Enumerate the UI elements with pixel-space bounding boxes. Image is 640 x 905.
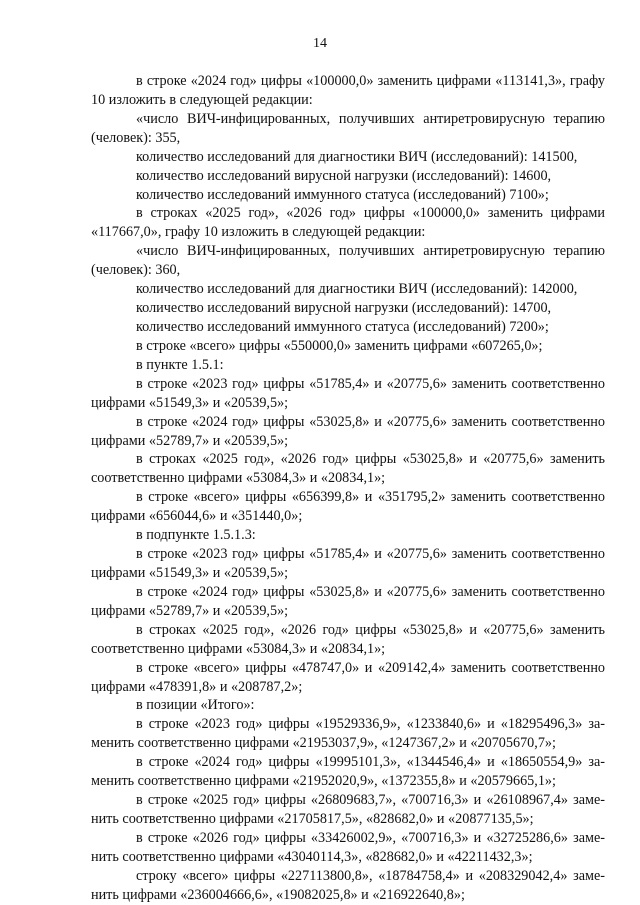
text-line: в строке «2023 год» цифры «51785,4» и «20775,6» заменить соответственно [136, 546, 605, 563]
text-line: нить соответственно цифрами «43040114,3», «828682,0» и «42211432,3»; [91, 848, 533, 865]
text-line: в строке «2026 год» цифры «33426002,9», «700716,3» и «32725286,6» заме- [136, 829, 605, 846]
text-line: в строке «2025 год» цифры «26809683,7», «700716,3» и «26108967,4» заме- [136, 792, 605, 809]
text-line: в подпункте 1.5.1.3: [136, 527, 256, 544]
page-number: 14 [313, 36, 327, 51]
text-line: в строке «всего» цифры «550000,0» заменить цифрами «607265,0»; [136, 337, 543, 354]
text-line: нить соответственно цифрами «21705817,5», «828682,0» и «20877135,5»; [91, 810, 534, 827]
text-line: количество исследований для диагностики ВИЧ (исследований): 141500, [136, 148, 578, 165]
text-line: количество исследований иммунного статуса (исследований) 7100»; [136, 186, 549, 203]
text-line: в строке «2023 год» цифры «19529336,9», «1233840,6» и «18295496,3» за- [136, 716, 605, 733]
text-line: цифрами «52789,7» и «20539,5»; [91, 432, 289, 449]
text-line: (человек): 355, [91, 129, 181, 146]
text-line: количество исследований вирусной нагрузки (исследований): 14600, [136, 167, 552, 184]
text-line: в строке «всего» цифры «478747,0» и «209142,4» заменить соответственно [136, 659, 605, 676]
text-line: цифрами «478391,8» и «208787,2»; [91, 678, 303, 695]
text-line: в строке «2024 год» цифры «53025,8» и «20775,6» заменить соответственно [136, 583, 605, 600]
text-line: в строке «2024 год» цифры «100000,0» заменить цифрами «113141,3», графу [136, 73, 605, 89]
text-line: в строках «2025 год», «2026 год» цифры «53025,8» и «20775,6» заменить [136, 451, 605, 468]
document-body [91, 72, 605, 905]
text-line: в строке «всего» цифры «656399,8» и «351795,2» заменить соответственно [136, 489, 605, 506]
text-line: цифрами «52789,7» и «20539,5»; [91, 602, 289, 619]
text-line: 10 изложить в следующей редакции: [91, 91, 313, 108]
text-line: менить соответственно цифрами «21953037,9», «1247367,2» и «20705670,7»; [91, 735, 556, 752]
text-line: соответственно цифрами «53084,3» и «20834,1»; [91, 640, 386, 657]
text-line: «число ВИЧ-инфицированных, получивших антиретровирусную терапию [136, 243, 605, 260]
text-line: «117667,0», графу 10 изложить в следующей редакции: [91, 224, 426, 241]
text-line: количество исследований иммунного статуса (исследований) 7200»; [136, 318, 549, 335]
text-line: в строке «2023 год» цифры «51785,4» и «20775,6» заменить соответственно [136, 375, 605, 392]
text-line: менить соответственно цифрами «21952020,9», «1372355,8» и «20579665,1»; [91, 773, 556, 790]
text-line: нить цифрами «236004666,6», «19082025,8» и «216922640,8»; [91, 886, 465, 903]
text-line: цифрами «656044,6» и «351440,0»; [91, 508, 303, 525]
text-line: в строке «2024 год» цифры «19995101,3», «1344546,4» и «18650554,9» за- [136, 754, 605, 771]
text-line: количество исследований для диагностики ВИЧ (исследований): 142000, [136, 281, 578, 298]
text-line: цифрами «51549,3» и «20539,5»; [91, 564, 289, 581]
text-line: (человек): 360, [91, 262, 181, 279]
text-line: количество исследований вирусной нагрузки (исследований): 14700, [136, 300, 552, 317]
text-line: в строке «2024 год» цифры «53025,8» и «20775,6» заменить соответственно [136, 413, 605, 430]
text-line: в пункте 1.5.1: [136, 356, 224, 373]
text-line: в строках «2025 год», «2026 год» цифры «53025,8» и «20775,6» заменить [136, 621, 605, 638]
text-line: соответственно цифрами «53084,3» и «20834,1»; [91, 470, 386, 487]
text-line: цифрами «51549,3» и «20539,5»; [91, 394, 289, 411]
text-line: «число ВИЧ-инфицированных, получивших антиретровирусную терапию [136, 110, 605, 127]
text-line: в строках «2025 год», «2026 год» цифры «100000,0» заменить цифрами [136, 205, 605, 222]
text-line: строку «всего» цифры «227113800,8», «18784758,4» и «208329042,4» заме- [136, 867, 605, 884]
text-line: в позиции «Итого»: [136, 697, 255, 714]
